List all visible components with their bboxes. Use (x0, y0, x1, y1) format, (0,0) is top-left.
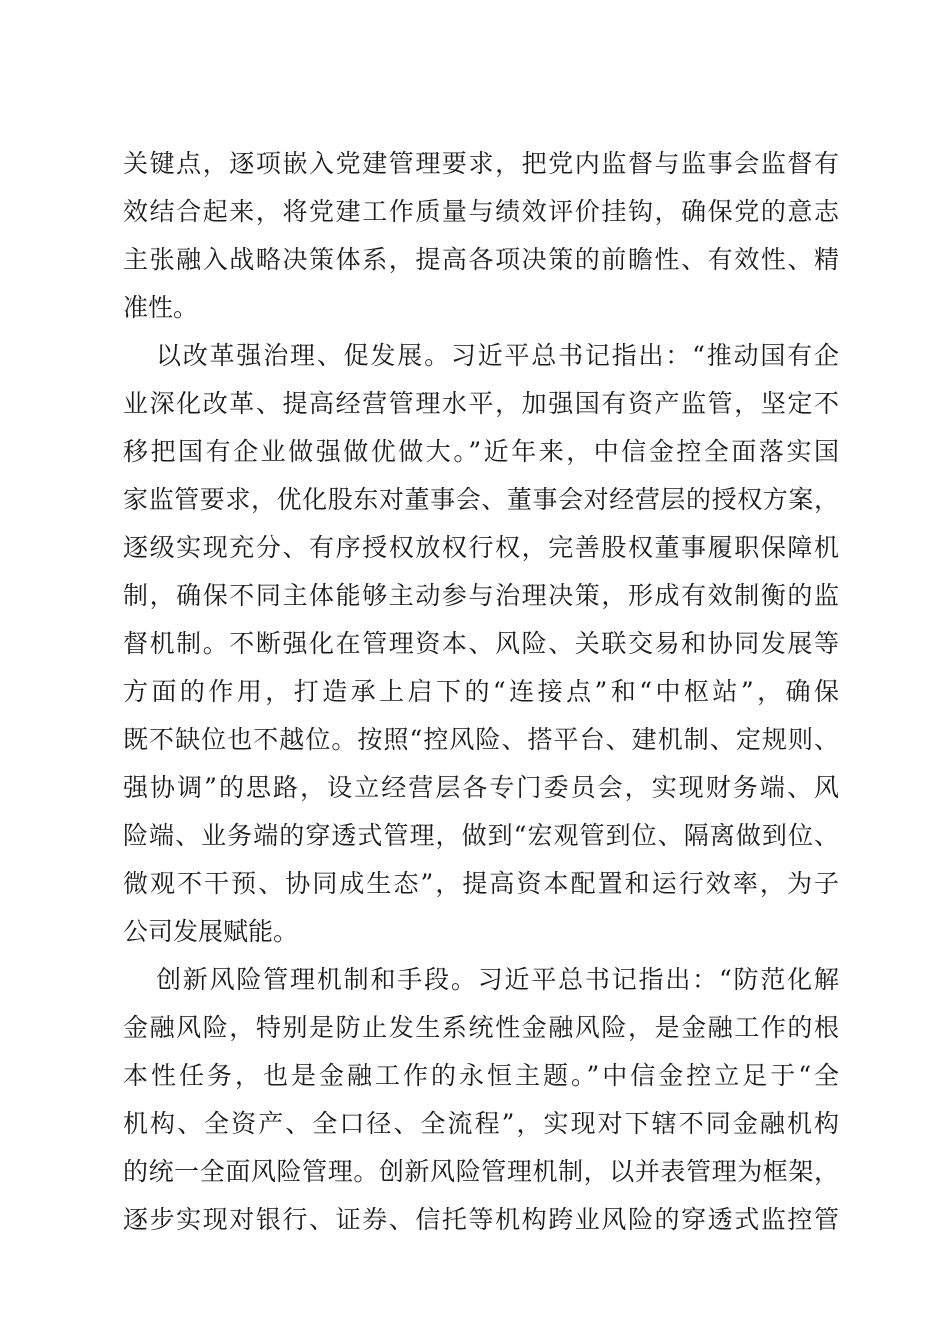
text-line: 机构、全资产、全口径、全流程”，实现对下辖不同金融机构 (123, 1109, 839, 1138)
text-line: 制，确保不同主体能够主动参与治理决策，形成有效制衡的监 (123, 581, 839, 610)
text-line: 微观不干预、协同成生态”，提高资本配置和运行效率，为子 (123, 869, 839, 898)
text-line: 本性任务，也是金融工作的永恒主题。”中信金控立足于“全 (123, 1061, 839, 1090)
text-line: 逐步实现对银行、证券、信托等机构跨业风险的穿透式监控管 (123, 1205, 839, 1234)
text-line: 移把国有企业做强做优做大。”近年来，中信金控全面落实国 (123, 437, 839, 466)
paragraph-risk-management (123, 956, 839, 1244)
text-line: 准性。 (123, 293, 199, 322)
text-line: 的统一全面风险管理。创新风险管理机制，以并表管理为框架， (123, 1157, 839, 1186)
text-line: 既不缺位也不越位。按照“控风险、搭平台、建机制、定规则、 (123, 725, 839, 754)
text-line: 创新风险管理机制和手段。习近平总书记指出：“防范化解 (156, 965, 839, 994)
text-line: 以改革强治理、促发展。习近平总书记指出：“推动国有企 (156, 341, 839, 370)
text-line: 金融风险，特别是防止发生系统性金融风险，是金融工作的根 (123, 1013, 839, 1042)
text-line: 主张融入战略决策体系，提高各项决策的前瞻性、有效性、精 (123, 245, 839, 274)
text-line: 强协调”的思路，设立经营层各专门委员会，实现财务端、风 (123, 773, 839, 802)
text-line: 公司发展赋能。 (123, 917, 299, 946)
text-line: 业深化改革、提高经营管理水平，加强国有资产监管，坚定不 (123, 389, 839, 418)
text-line: 方面的作用，打造承上启下的“连接点”和“中枢站”，确保 (123, 677, 839, 706)
paragraph-reform-governance (123, 332, 839, 956)
text-line: 家监管要求，优化股东对董事会、董事会对经营层的授权方案， (123, 485, 839, 514)
text-line: 险端、业务端的穿透式管理，做到“宏观管到位、隔离做到位、 (123, 821, 839, 850)
text-line: 关键点，逐项嵌入党建管理要求，把党内监督与监事会监督有 (123, 149, 839, 178)
paragraph-party-building (123, 140, 839, 332)
text-line: 督机制。不断强化在管理资本、风险、关联交易和协同发展等 (123, 629, 839, 658)
document-body (123, 140, 839, 1244)
text-line: 效结合起来，将党建工作质量与绩效评价挂钩，确保党的意志 (123, 197, 839, 226)
text-line: 逐级实现充分、有序授权放权行权，完善股权董事履职保障机 (123, 533, 839, 562)
